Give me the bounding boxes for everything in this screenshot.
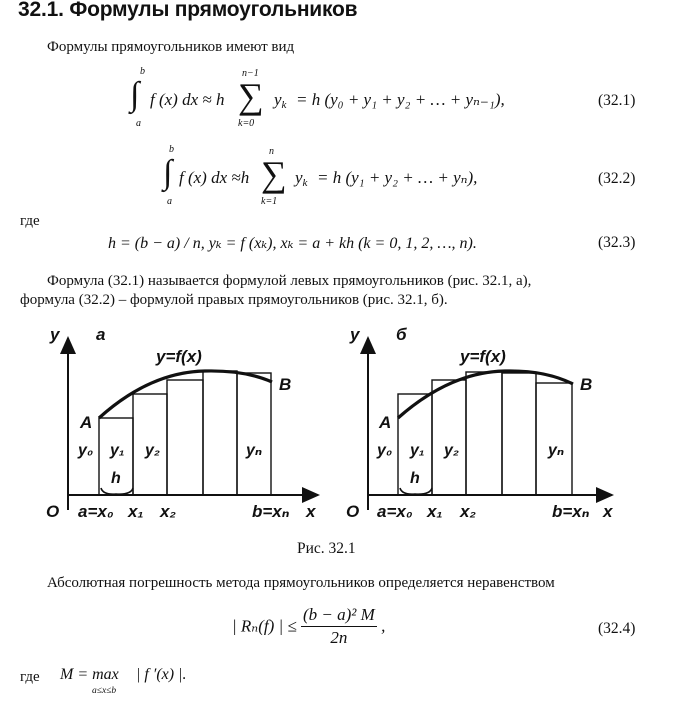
eq1-term-sub: k (281, 99, 287, 111)
rect-left-5 (237, 373, 271, 495)
eq2-term-y: y (295, 168, 303, 187)
paragraph-error: Абсолютная погрешность метода прямоугольников определяется неравенством (47, 575, 555, 591)
label-xb-right: b=xₙ (552, 502, 590, 521)
label-y-left: y (50, 325, 60, 344)
max-range: a≤x≤b (92, 686, 117, 696)
rect-left-4 (203, 371, 237, 495)
label-B-right: B (580, 375, 593, 394)
max-expr-rhs: | f ′(x) |. (136, 666, 187, 683)
intro-text: Формулы прямоугольников имеют вид (47, 39, 295, 55)
label-xa-right: a=x₀ (377, 502, 413, 521)
eq4-numerator: (b − a)² M (301, 605, 377, 627)
integral-sign-2: ∫ (163, 154, 173, 191)
equation-32-4 (232, 605, 385, 653)
eq4-lhs: | Rₙ(f) | ≤ (232, 616, 297, 636)
eq2-term (295, 168, 307, 189)
integral-lower-limit-2: a (167, 196, 172, 207)
integral-upper-limit: b (140, 66, 145, 77)
function-curve-left (99, 371, 272, 418)
label-xa-left: a=x₀ (78, 502, 114, 521)
eq4-denominator: 2n (330, 628, 348, 647)
eq4-tail: , (381, 616, 386, 636)
label-yn-left: yₙ (246, 442, 263, 459)
figure-caption: Рис. 32.1 (297, 540, 356, 557)
eq3-number: (32.3) (598, 234, 636, 251)
label-origin-left: O (46, 502, 60, 521)
rect-right-3 (466, 372, 502, 495)
label-yn-right: yₙ (548, 442, 565, 459)
label-A-right: A (379, 413, 392, 432)
label-x1-left: x₁ (128, 502, 144, 521)
equation-32-2 (163, 144, 543, 212)
integral-sign: ∫ (130, 76, 140, 113)
label-y0-right: y₀ (377, 442, 393, 459)
label-x2-left: x₂ (160, 502, 176, 521)
label-panel-b: б (396, 325, 407, 344)
figure-rectangle-methods (0, 320, 699, 530)
sum-sign: ∑ (238, 76, 264, 116)
label-y2-left: y₂ (145, 442, 160, 459)
label-func-right: y=f(x) (460, 347, 506, 366)
eq1-number: (32.1) (598, 92, 636, 109)
eq4-number: (32.4) (598, 620, 636, 637)
eq1-term (274, 90, 286, 111)
label-y-right: y (350, 325, 360, 344)
eq1-term-y: y (274, 90, 282, 109)
eq1-sum-upper: n−1 (242, 68, 259, 79)
label-A-left: A (80, 413, 93, 432)
label-y2-right: y₂ (444, 442, 459, 459)
label-h-right: h (410, 470, 420, 487)
eq2-number: (32.2) (598, 170, 636, 187)
rect-right-5 (536, 383, 572, 495)
sum-sign-2: ∑ (261, 154, 287, 194)
label-y1-left: y₁ (110, 442, 125, 459)
label-origin-right: O (346, 502, 360, 521)
rect-right-4 (502, 373, 536, 495)
where-label-2: где (20, 669, 40, 685)
h-brace-right (400, 488, 432, 494)
rect-right-2 (432, 380, 466, 495)
eq2-sum-lower: k=1 (261, 196, 278, 207)
integral-upper-limit-2: b (169, 144, 174, 155)
label-y1-right: y₁ (410, 442, 425, 459)
label-panel-a: а (96, 325, 106, 344)
label-x1-right: x₁ (427, 502, 443, 521)
panel-left-rectangles (46, 325, 318, 521)
label-x2-right: x₂ (460, 502, 476, 521)
paragraph-line-2: формула (32.2) – формулой правых прямоугольников (рис. 32.1, б). (20, 292, 448, 308)
label-y0-left: y₀ (78, 442, 94, 459)
label-x-left: x (306, 502, 316, 521)
paragraph-line-1: Формула (32.1) называется формулой левых прямоугольников (рис. 32.1, а), (47, 273, 532, 289)
eq4-fraction (301, 605, 377, 648)
where-label-1: где (20, 213, 40, 229)
label-func-left: y=f(x) (156, 347, 202, 366)
integral-lower-limit: a (136, 118, 141, 129)
max-expr-lhs: M = max (60, 666, 119, 683)
h-brace-left (101, 488, 133, 494)
eq1-rhs: = h (y₀ + y₁ + y₂ + … + yₙ₋₁), (296, 90, 505, 109)
label-x-right: x (603, 502, 613, 521)
equation-32-3: h = (b − a) / n, yₖ = f (xₖ), xₖ = a + kh (k = 0, 1, 2, …, n). (108, 235, 477, 252)
label-xb-left: b=xₙ (252, 502, 290, 521)
rect-left-3 (167, 380, 203, 495)
panel-right-rectangles (346, 325, 614, 521)
label-B-left: B (279, 375, 292, 394)
section-heading: 32.1. Формулы прямоугольников (18, 0, 358, 21)
eq2-rhs: = h (y₁ + y₂ + … + yₙ), (317, 168, 478, 187)
equation-32-1 (128, 66, 548, 132)
eq2-sum-upper: n (269, 146, 274, 157)
eq2-lhs: f (x) dx ≈h (179, 168, 250, 187)
eq1-lhs: f (x) dx ≈ h (150, 90, 225, 109)
eq1-sum-lower: k=0 (238, 118, 255, 129)
label-h-left: h (111, 470, 121, 487)
eq2-term-sub: k (302, 177, 308, 189)
